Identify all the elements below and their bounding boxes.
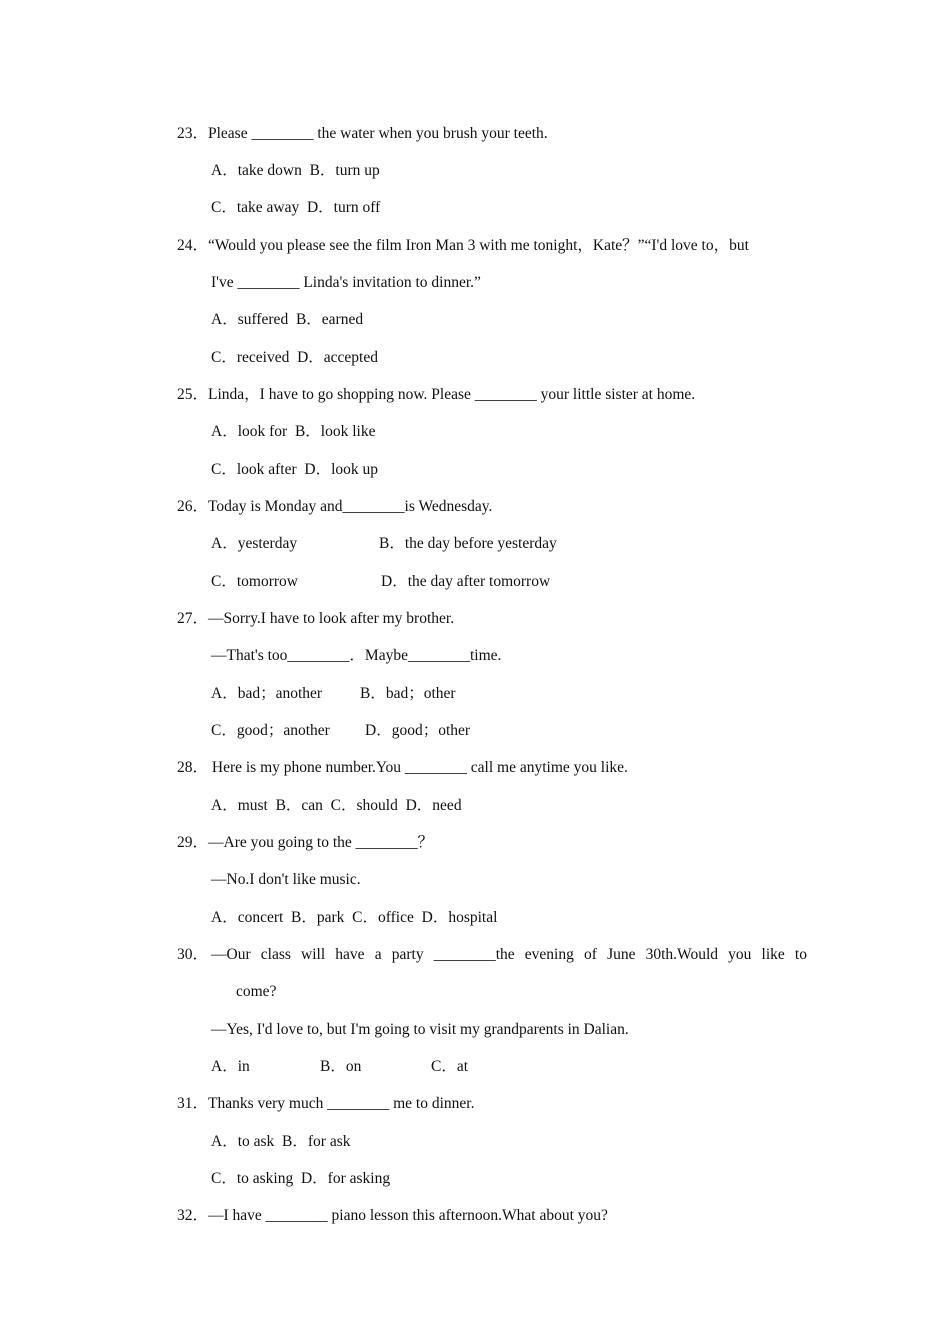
question-25: 25．Linda，I have to go shopping now. Please ________ your little sister at home. <box>177 386 696 403</box>
question-27-reply: —That's too________．Maybe________time. <box>211 647 502 664</box>
options-25-cd: C．look after D．look up <box>211 461 379 478</box>
option-26-a: A．yesterday <box>211 535 298 552</box>
question-26: 26．Today is Monday and________is Wednesday. <box>177 498 493 515</box>
question-29: 29．—Are you going to the ________？ <box>177 834 434 851</box>
options-31-cd: C．to asking D．for asking <box>211 1170 391 1187</box>
question-28: 28． Here is my phone number.You ________ call me anytime you like. <box>177 759 628 776</box>
options-25-ab: A．look for B．look like <box>211 423 376 440</box>
option-26-b: B．the day before yesterday <box>379 535 557 552</box>
options-23-cd: C．take away D．turn off <box>211 199 381 216</box>
options-28: A．must B．can C．should D．need <box>211 797 462 814</box>
option-26-d: D．the day after tomorrow <box>381 573 551 590</box>
question-30-reply: —Yes, I'd love to, but I'm going to visit my grandparents in Dalian. <box>211 1021 629 1038</box>
options-24-cd: C．received D．accepted <box>211 349 378 366</box>
question-27: 27．—Sorry.I have to look after my brother. <box>177 610 455 627</box>
options-29: A．concert B．park C．office D．hospital <box>211 909 498 926</box>
option-30-b: B．on <box>320 1058 362 1075</box>
question-30-number: 30． <box>177 946 209 963</box>
question-23: 23．Please ________ the water when you brush your teeth. <box>177 125 548 142</box>
options-31-ab: A．to ask B．for ask <box>211 1133 351 1150</box>
option-26-c: C．tomorrow <box>211 573 298 590</box>
question-29-reply: —No.I don't like music. <box>211 871 361 888</box>
question-24: 24．“Would you please see the film Iron Man 3 with me tonight，Kate？”“I'd love to，but <box>177 237 749 254</box>
question-31: 31．Thanks very much ________ me to dinner. <box>177 1095 475 1112</box>
option-30-a: A．in <box>211 1058 250 1075</box>
question-24-cont: I've ________ Linda's invitation to dinner.” <box>211 274 481 291</box>
option-27-a: A．bad；another <box>211 685 323 702</box>
options-23-ab: A．take down B．turn up <box>211 162 380 179</box>
question-30: —Our class will have a party ________the evening of June 30th.Would you like to <box>211 946 807 963</box>
option-27-b: B．bad；other <box>360 685 456 702</box>
option-30-c: C．at <box>431 1058 469 1075</box>
options-24-ab: A．suffered B．earned <box>211 311 364 328</box>
question-32: 32．—I have ________ piano lesson this afternoon.What about you? <box>177 1207 608 1224</box>
option-27-c: C．good；another <box>211 722 330 739</box>
question-30-cont: come? <box>236 983 277 1000</box>
option-27-d: D．good；other <box>365 722 471 739</box>
